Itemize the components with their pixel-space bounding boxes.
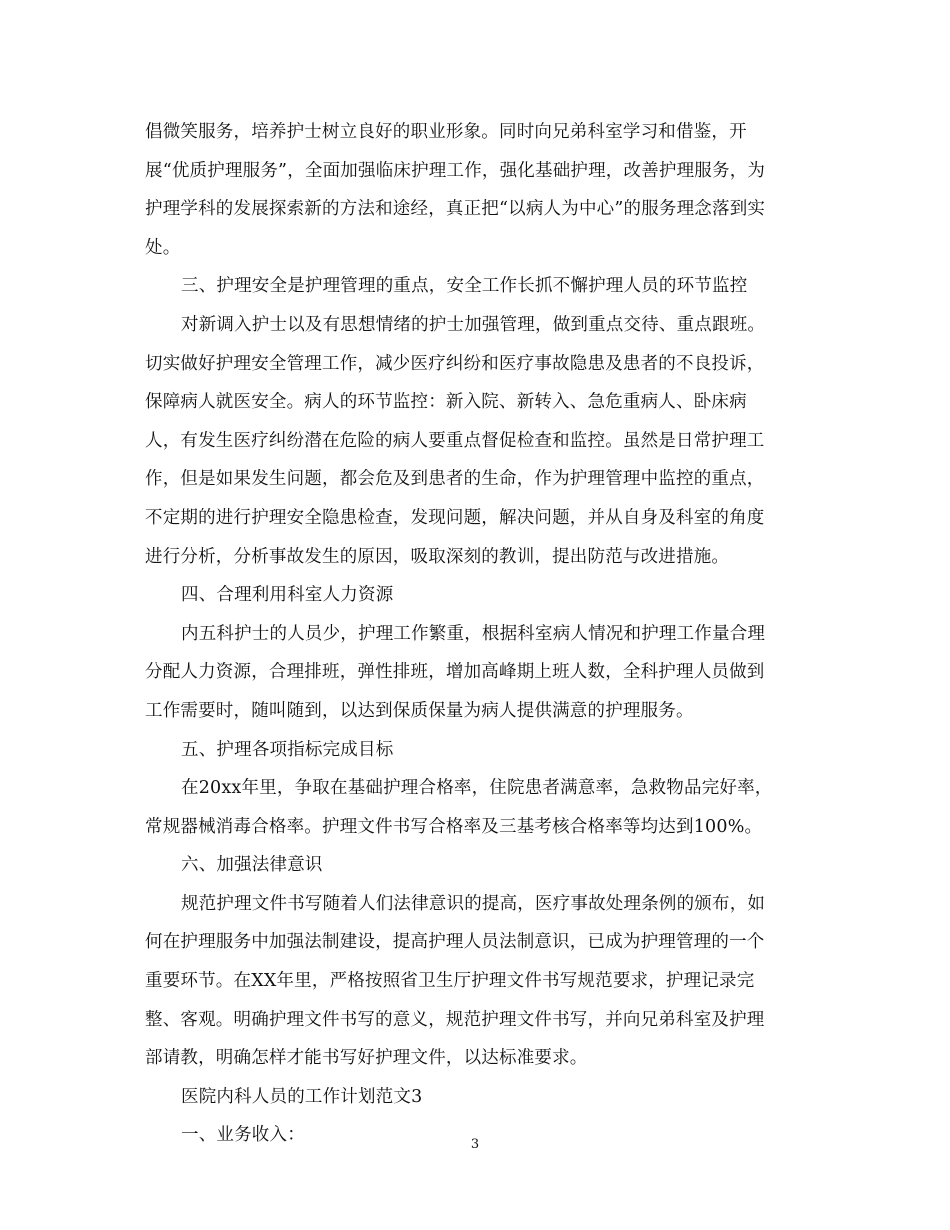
paragraph-line: 作，但是如果发生问题，都会危及到患者的生命，作为护理管理中监控的重点，: [145, 469, 765, 490]
paragraph-line: 整、客观。明确护理文件书写的意义，规范护理文件书写，并向兄弟科室及护理: [145, 1009, 765, 1030]
paragraph-line: 对新调入护士以及有思想情绪的护士加强管理，做到重点交待、重点跟班。: [181, 314, 766, 335]
section-heading-targets: 五、护理各项指标完成目标: [181, 739, 394, 760]
paragraph-line: 重要环节。在XX年里，严格按照省卫生厅护理文件书写规范要求，护理记录完: [145, 971, 755, 992]
paragraph-line: 处。: [145, 237, 181, 258]
paragraph-line: 规范护理文件书写随着人们法律意识的提高，医疗事故处理条例的颁布，如: [181, 893, 766, 914]
paragraph-line: 部请教，明确怎样才能书写好护理文件，以达标准要求。: [145, 1048, 588, 1069]
section-heading-legal: 六、加强法律意识: [181, 855, 323, 876]
paragraph-line: 常规器械消毒合格率。护理文件书写合格率及三基考核合格率等均达到100%。: [145, 816, 763, 837]
paragraph-line: 在20xx年里，争取在基础护理合格率，住院患者满意率，急救物品完好率，: [181, 778, 773, 799]
paragraph-line: 倡微笑服务，培养护士树立良好的职业形象。同时向兄弟科室学习和借鉴，开: [145, 122, 747, 142]
paragraph-line: 切实做好护理安全管理工作，减少医疗纠纷和医疗事故隐患及患者的不良投诉，: [145, 353, 765, 374]
paragraph-line: 内五科护士的人员少，护理工作繁重，根据科室病人情况和护理工作量合理: [181, 623, 766, 644]
paragraph-line: 护理学科的发展探索新的方法和途经，真正把“以病人为中心”的服务理念落到实: [145, 199, 766, 220]
paragraph-line: 人，有发生医疗纠纷潜在危险的病人要重点督促检查和监控。虽然是日常护理工: [145, 430, 765, 451]
page-number: 3: [470, 1137, 480, 1152]
paragraph-line: 展“优质护理服务”，全面加强临床护理工作，强化基础护理，改善护理服务，为: [145, 160, 766, 181]
paragraph-line: 分配人力资源，合理排班，弹性排班，增加高峰期上班人数，全科护理人员做到: [145, 662, 765, 683]
section-heading-safety: 三、护理安全是护理管理的重点，安全工作长抓不懈护理人员的环节监控: [181, 276, 748, 297]
section-heading-staffing: 四、合理利用科室人力资源: [181, 585, 394, 606]
section-heading-revenue: 一、业务收入：: [181, 1125, 305, 1146]
paragraph-line: 工作需要时，随叫随到，以达到保质保量为病人提供满意的护理服务。: [145, 700, 694, 721]
paragraph-line: 何在护理服务中加强法制建设，提高护理人员法制意识，已成为护理管理的一个: [145, 932, 765, 953]
paragraph-line: 不定期的进行护理安全隐患检查，发现问题，解决问题，并从自身及科室的角度: [145, 507, 765, 528]
document-subtitle: 医院内科人员的工作计划范文3: [181, 1086, 423, 1107]
document-body: [145, 113, 812, 1155]
paragraph-line: 进行分析，分析事故发生的原因，吸取深刻的教训，提出防范与改进措施。: [145, 546, 730, 567]
paragraph-line: 保障病人就医安全。病人的环节监控：新入院、新转入、急危重病人、卧床病: [145, 392, 747, 413]
